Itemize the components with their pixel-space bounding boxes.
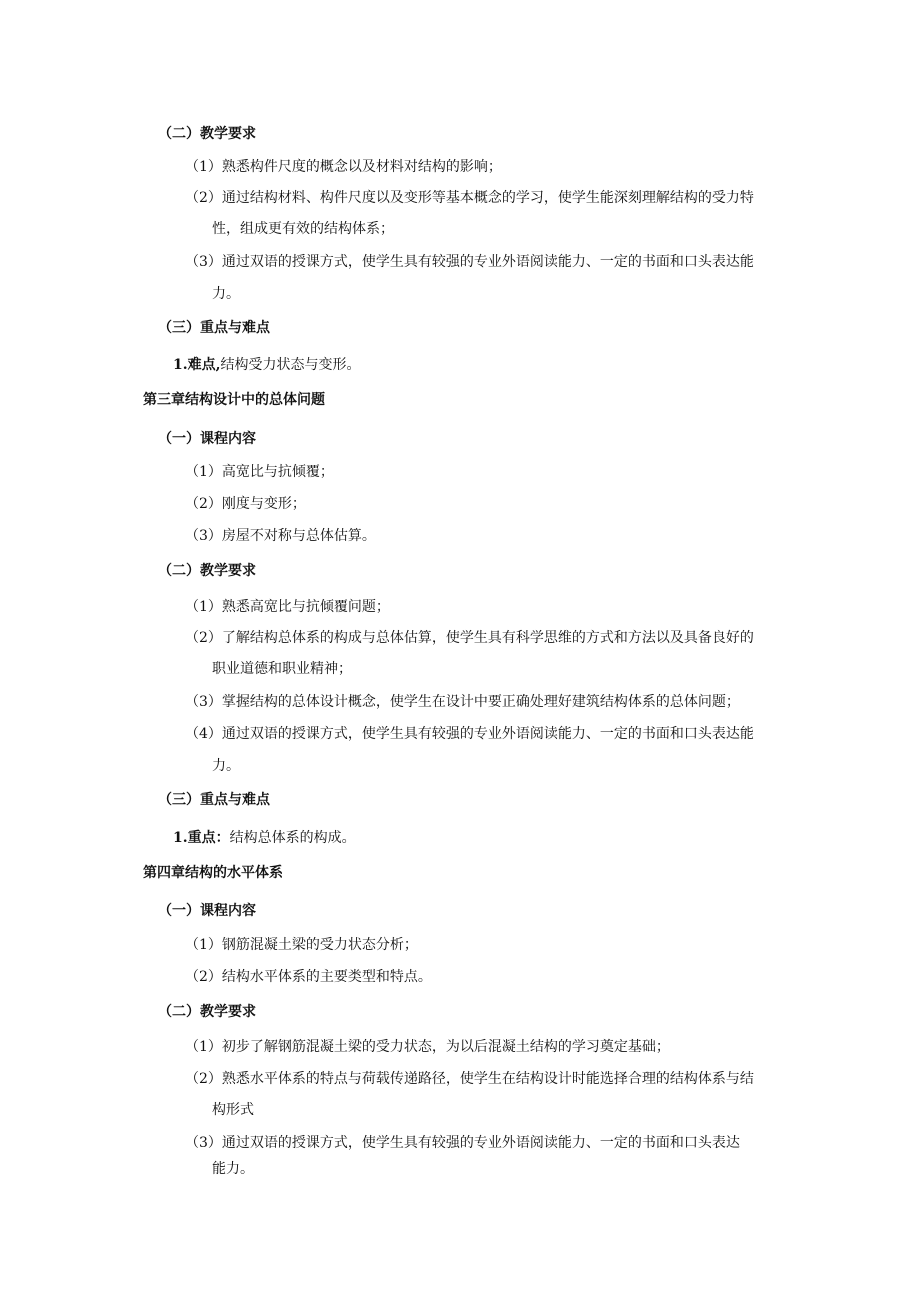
section-heading-teaching-requirements: （二）教学要求 [158,1004,256,1020]
list-item: （2）熟悉水平体系的特点与荷载传递路径，使学生在结构设计时能选择合理的结构体系与结 [185,1071,754,1087]
section-heading-course-content: （一）课程内容 [158,903,256,919]
list-item-continuation: 能力。 [212,1161,254,1177]
key-point-line [173,355,361,375]
list-item: （1）熟悉高宽比与抗倾覆问题； [185,599,390,615]
list-item: （2）了解结构总体系的构成与总体估算，使学生具有科学思维的方式和方法以及具备良好的 [185,630,754,646]
list-item: （2）刚度与变形； [185,496,306,512]
list-item: （2）结构水平体系的主要类型和特点。 [185,969,432,985]
section-heading-teaching-requirements: （二）教学要求 [158,126,256,142]
list-item: （3）通过双语的授课方式，使学生具有较强的专业外语阅读能力、一定的书面和口头表达 [185,1135,740,1151]
key-point-text: 结构受力状态与变形。 [220,357,361,373]
list-item: （3）房屋不对称与总体估算。 [185,528,376,544]
chapter-4-title: 第四章结构的水平体系 [143,865,283,881]
list-item-continuation: 职业道德和职业精神； [212,661,352,677]
key-point-line [173,828,356,848]
section-heading-course-content: （一）课程内容 [158,431,256,447]
section-heading-teaching-requirements: （二）教学要求 [158,563,256,579]
key-point-label: 1.难点, [173,357,221,373]
key-point-label: 1.重点： [173,830,230,846]
list-item-continuation: 构形式 [212,1102,254,1118]
list-item-continuation: 力。 [212,758,240,774]
section-heading-key-points: （三）重点与难点 [158,320,270,336]
list-item: （2）通过结构材料、构件尺度以及变形等基本概念的学习，使学生能深刻理解结构的受力特 [185,190,754,206]
key-point-text: 结构总体系的构成。 [229,830,356,846]
section-heading-key-points: （三）重点与难点 [158,792,270,808]
list-item: （3）通过双语的授课方式，使学生具有较强的专业外语阅读能力、一定的书面和口头表达能 [185,254,754,270]
chapter-3-title: 第三章结构设计中的总体问题 [143,392,325,408]
list-item: （1）钢筋混凝土梁的受力状态分析； [185,937,418,953]
list-item: （1）高宽比与抗倾覆； [185,464,334,480]
list-item-continuation: 力。 [212,286,240,302]
list-item: （4）通过双语的授课方式，使学生具有较强的专业外语阅读能力、一定的书面和口头表达能 [185,726,754,742]
list-item-continuation: 性，组成更有效的结构体系； [212,221,394,237]
list-item: （1）熟悉构件尺度的概念以及材料对结构的影响； [185,159,502,175]
list-item: （1）初步了解钢筋混凝土梁的受力状态，为以后混凝土结构的学习奠定基础； [185,1039,670,1055]
list-item: （3）掌握结构的总体设计概念，使学生在设计中要正确处理好建筑结构体系的总体问题； [185,694,740,710]
